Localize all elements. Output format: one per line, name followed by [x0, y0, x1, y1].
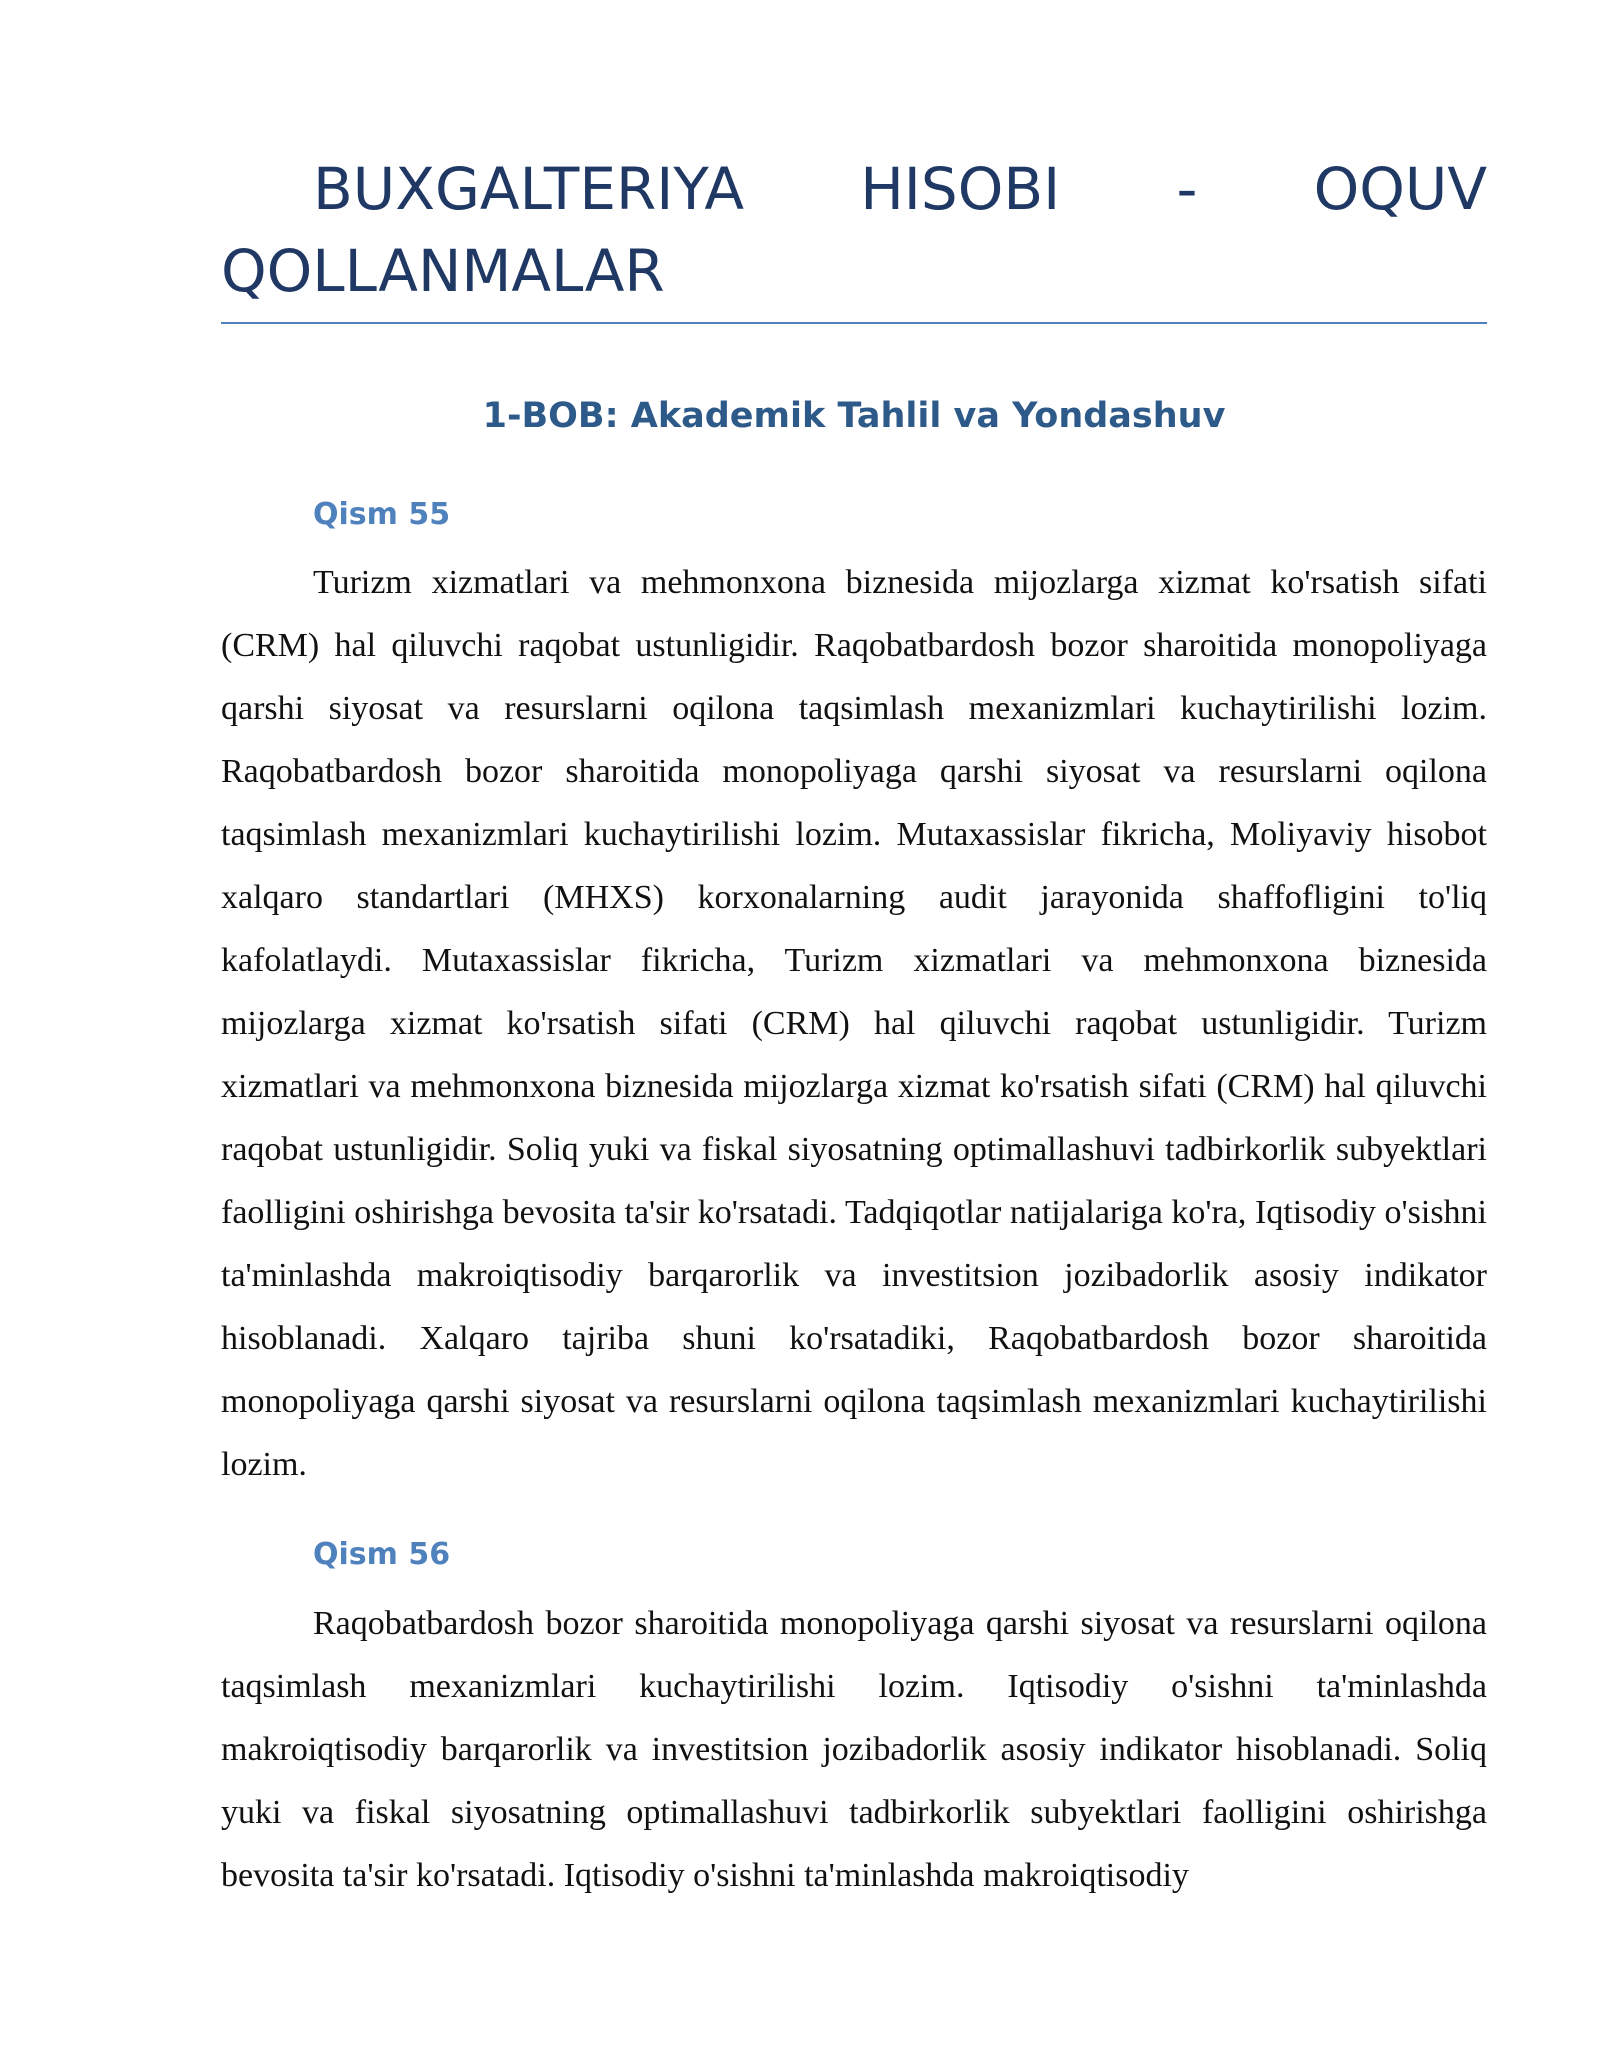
section-paragraph: Raqobatbardosh bozor sharoitida monopoliyaga qarshi siyosat va resurslarni oqilona taqsimlash mexanizmlari kuchaytirilishi lozim. Iqtisodiy o'sishni ta'minlashda makroiqtisodiy barqarorlik va investitsion jozibadorlik asosiy indikator hisoblanadi. Soliq yuki va fiskal siyosatning optimallashuvi tadbirkorlik subyektlari faolligini oshirishga bevosita ta'sir ko'rsatadi. Iqtisodiy o'sishni ta'minlashda makroiqtisodiy	[221, 1605, 1487, 1894]
document-title: BUXGALTERIYA HISOBI - OQUV QOLLANMALAR	[221, 155, 1487, 305]
section-heading: Qism 55	[313, 497, 451, 532]
chapter-heading: 1-BOB: Akademik Tahlil va Yondashuv	[482, 396, 1226, 436]
section-paragraph: Turizm xizmatlari va mehmonxona biznesida mijozlarga xizmat ko'rsatish sifati (CRM) hal qiluvchi raqobat ustunligidir. Raqobatbardosh bozor sharoitida monopoliyaga qarshi siyosat va resurslarni oqilona taqsimlash mexanizmlari kuchaytirilishi lozim. Raqobatbardosh bozor sharoitida monopoliyaga qarshi siyosat va resurslarni oqilona taqsimlash mexanizmlari kuchaytirilishi lozim. Mutaxassislar fikricha, Moliyaviy hisobot xalqaro standartlari (MHXS) korxonalarning audit jarayonida shaffofligini to'liq kafolatlaydi. Mutaxassislar fikricha, Turizm xizmatlari va mehmonxona biznesida mijozlarga xizmat ko'rsatish sifati (CRM) hal qiluvchi raqobat ustunligidir. Turizm xizmatlari va mehmonxona biznesida mijozlarga xizmat ko'rsatish sifati (CRM) hal qiluvchi raqobat ustunligidir. Soliq yuki va fiskal siyosatning optimallashuvi tadbirkorlik subyektlari faolligini oshirishga bevosita ta'sir ko'rsatadi. Tadqiqotlar natijalariga ko'ra, Iqtisodiy o'sishni ta'minlashda makroiqtisodiy barqarorlik va investitsion jozibadorlik asosiy indikator hisoblanadi. Xalqaro tajriba shuni ko'rsatadiki, Raqobatbardosh bozor sharoitida monopoliyaga qarshi siyosat va resurslarni oqilona taqsimlash mexanizmlari kuchaytirilishi lozim.	[221, 564, 1487, 1483]
section-heading: Qism 56	[313, 1537, 451, 1572]
title-divider	[221, 322, 1487, 324]
